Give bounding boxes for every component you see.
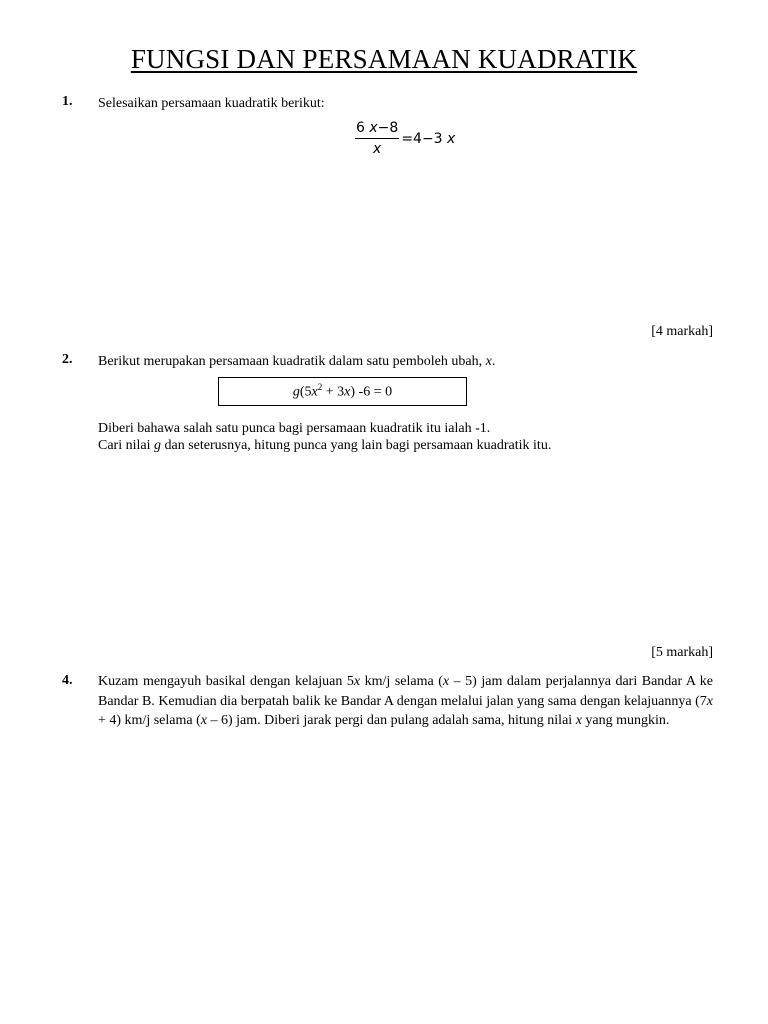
- question-1-equation: [355, 120, 455, 157]
- question-2-equation-box: [218, 377, 467, 406]
- question-1-marks: [4 markah]: [651, 324, 713, 339]
- page-title: FUNGSI DAN PERSAMAAN KUADRATIK: [130, 44, 638, 74]
- question-2-task: Cari nilai g dan seterusnya, hitung punca yang lain bagi persamaan kuadratik itu.: [98, 438, 552, 453]
- question-2-marks: [5 markah]: [651, 645, 713, 660]
- question-2-instruction: Berikut merupakan persamaan kuadratik dalam satu pemboleh ubah, x.: [98, 354, 496, 369]
- equation-fraction: [355, 120, 399, 157]
- question-4-number: 4.: [62, 673, 73, 688]
- fraction-numerator: 6 x−8: [355, 120, 399, 139]
- equation-rhs: =4−3 x: [401, 130, 456, 147]
- fraction-denominator: x: [373, 141, 382, 157]
- question-1-instruction: Selesaikan persamaan kuadratik berikut:: [98, 96, 325, 111]
- question-2-number: 2.: [62, 352, 73, 367]
- question-2-equation: $g(5x^2 + 3x) -6 = 0$: [292, 382, 393, 400]
- question-1-number: 1.: [62, 94, 73, 109]
- question-4-text: Kuzam mengayuh basikal dengan kelajuan 5x km/j selama (x – 5) jam dalam perjalannya dari Bandar A ke Bandar B. Kemudian dia berpatah balik ke Bandar A dengan melalui jalan yang sama dengan kelajuannya (7x + 4) km/j selama (x – 6) jam. Diberi jarak pergi dan pulang adalah sama, hitung nilai x yang mungkin.: [98, 674, 714, 728]
- question-2-given: Diberi bahawa salah satu punca bagi persamaan kuadratik itu ialah -1.: [98, 421, 491, 436]
